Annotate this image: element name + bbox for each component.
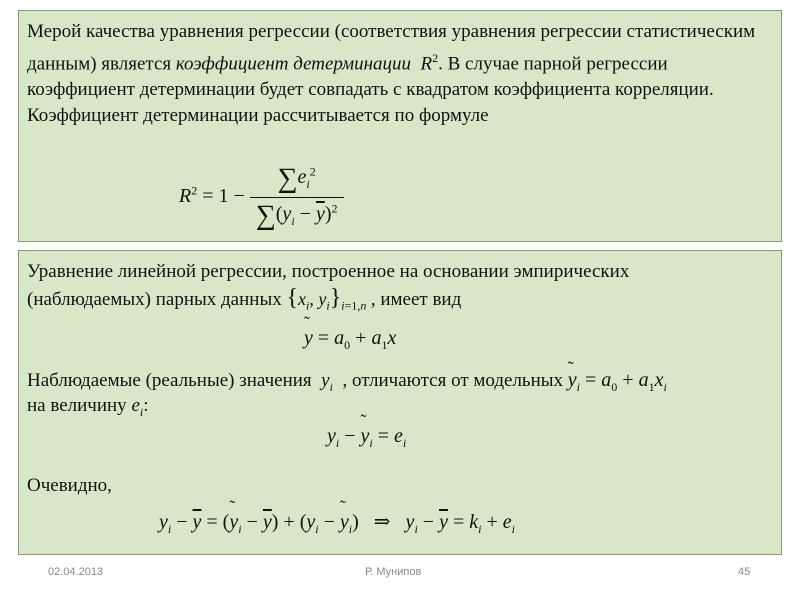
linear-regression-box <box>18 250 782 555</box>
regression-line3: Наблюдаемые (реальные) значения $y_i$ , отличаются от модельных ˜ $y_i = a_0 + a_1x_i$ <box>27 367 773 400</box>
term-determination-coefficient: коэффициент детерминации <box>175 53 412 75</box>
regression-line2: (наблюдаемых) парных данных {$x_i$, $y_i\}_{i=1,n}$ , имеет вид <box>27 285 462 313</box>
footer-date: 02.04.2013 <box>48 566 104 578</box>
footer-author: Р. Мунипов <box>365 566 422 578</box>
footer-page-number: 45 <box>738 566 751 578</box>
regression-line4: на величину $e_i$: <box>27 395 149 419</box>
r-squared-formula: $R^2 = 1$ − $\frac{\sum e_i^2}{\sum(y_i - \overline{y})^2}$ <box>179 163 344 232</box>
regression-equation: ˜ $y = a_0 + a_1x$ <box>304 327 396 353</box>
residual-formula: $y_i$ − ˜ $y_i = e_i$ <box>327 425 406 451</box>
pair-data-set: {$x_i$, $y_i\}_{i=1,n}$ <box>286 285 367 313</box>
regression-line1: Уравнение линейной регрессии, построенное на основании эмпирических <box>27 261 630 282</box>
determination-text: Мерой качества уравнения регрессии (соответствия уравнения регрессии статистическим данным) является коэффициент детерминации $R^2$. В случае парной регрессии коэффициент детерминации будет совпадать с квадратом коэффициента корреляции. Коэффициент детерминации рассчитывается по формуле <box>27 21 756 127</box>
model-values-formula: ˜ $y_i = a_0 + a_1x_i$ <box>568 369 667 391</box>
decomposition-formula: $y_i - \overline{y}$ = (˜ $y_i - \overline{y}) + (y_i$ − ˜ $y_i$) ⇒ $y_i - \overline{y} = k_i + e_i$ <box>159 509 515 537</box>
r-symbol: R <box>420 53 433 75</box>
regression-line5: Очевидно, <box>27 475 112 496</box>
determination-coefficient-box <box>18 10 782 242</box>
